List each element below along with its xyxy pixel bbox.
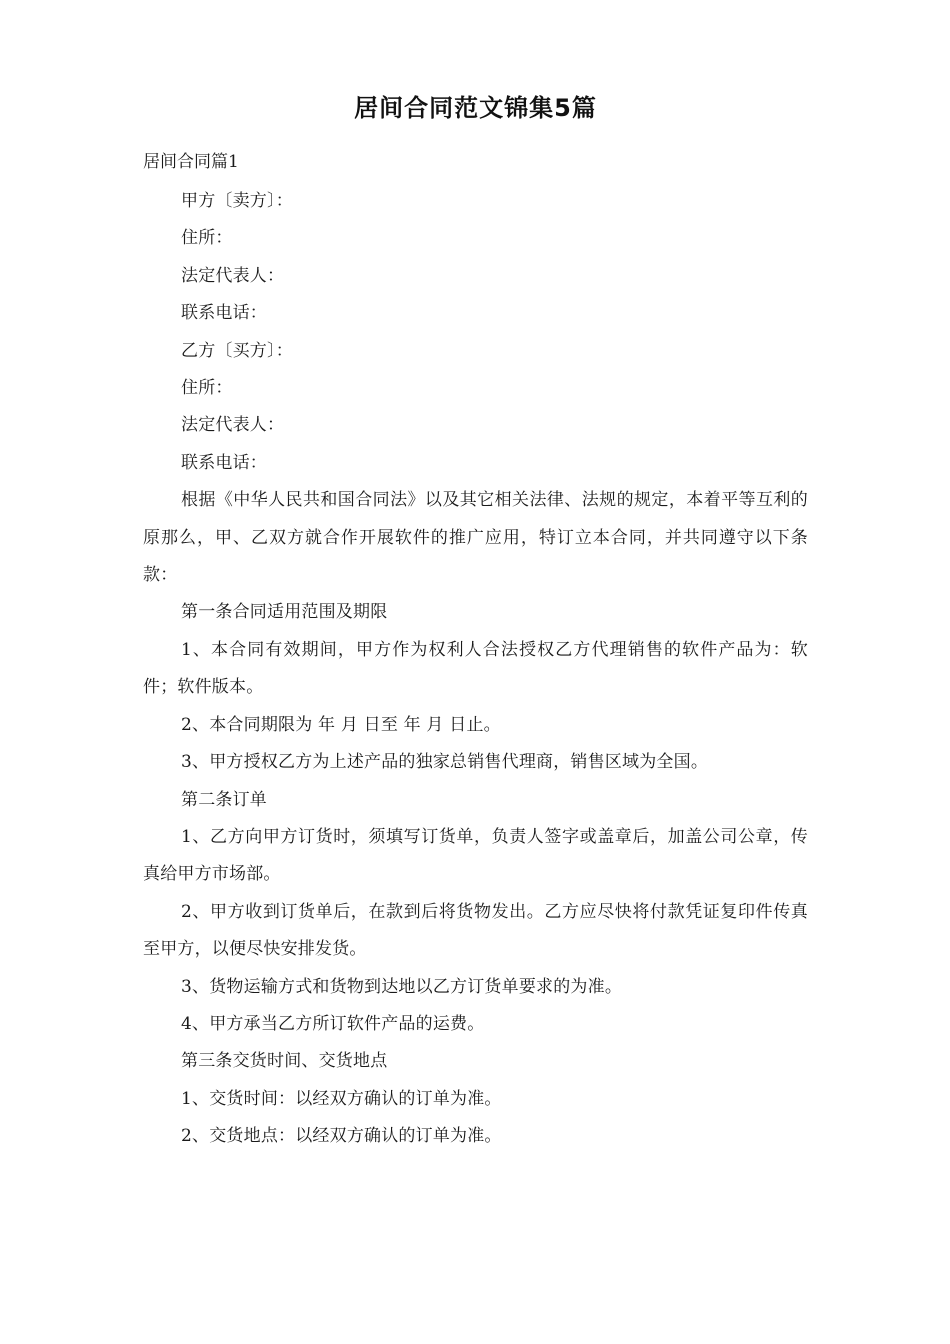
article-3-heading: 第三条交货时间、交货地点: [181, 1051, 388, 1072]
party-a-phone: 联系电话：: [181, 303, 267, 324]
party-a-label: 甲方〔卖方〕：: [181, 191, 293, 211]
article-1-heading: 第一条合同适用范围及期限: [181, 602, 388, 623]
article-2-clause-2: 2、甲方收到订货单后，在款到后将货物发出。乙方应尽快将付款凭证复印件传真至甲方，以便尽快安排发货。: [143, 901, 808, 960]
article-2-clause-4: 4、甲方承当乙方所订软件产品的运费。: [181, 1013, 485, 1034]
party-a-representative: 法定代表人：: [181, 265, 285, 286]
section-title: 居间合同篇1: [143, 152, 239, 172]
article-3-clause-1: 1、交货时间：以经双方确认的订单为准。: [181, 1088, 502, 1109]
document-title: 居间合同范文锦集5篇: [354, 94, 597, 122]
party-a-address: 住所：: [181, 228, 233, 249]
article-1-clause-2: 2、本合同期限为 年 月 日至 年 月 日止。: [181, 714, 501, 735]
article-1-clause-3: 3、甲方授权乙方为上述产品的独家总销售代理商，销售区域为全国。: [181, 752, 709, 773]
article-2-clause-1: 1、乙方向甲方订货时，须填写订货单，负责人签字或盖章后，加盖公司公章，传真给甲方市场部。: [143, 826, 808, 885]
party-b-phone: 联系电话：: [181, 452, 267, 473]
document-body: [143, 183, 808, 1156]
party-b-address: 住所：: [181, 378, 233, 399]
party-b-label: 乙方〔买方〕：: [181, 340, 293, 361]
article-3-clause-2: 2、交货地点：以经双方确认的订单为准。: [181, 1126, 502, 1147]
article-2-clause-3: 3、货物运输方式和货物到达地以乙方订货单要求的为准。: [181, 976, 623, 997]
preamble-paragraph: 根据《中华人民共和国合同法》以及其它相关法律、法规的规定，本着平等互利的原那么，甲、乙双方就合作开展软件的推广应用，特订立本合同，并共同遵守以下条款：: [143, 490, 808, 586]
article-1-clause-1: 1、本合同有效期间，甲方作为权利人合法授权乙方代理销售的软件产品为：软件；软件版本。: [143, 639, 808, 698]
article-2-heading: 第二条订单: [181, 789, 267, 810]
party-b-representative: 法定代表人：: [181, 415, 285, 436]
